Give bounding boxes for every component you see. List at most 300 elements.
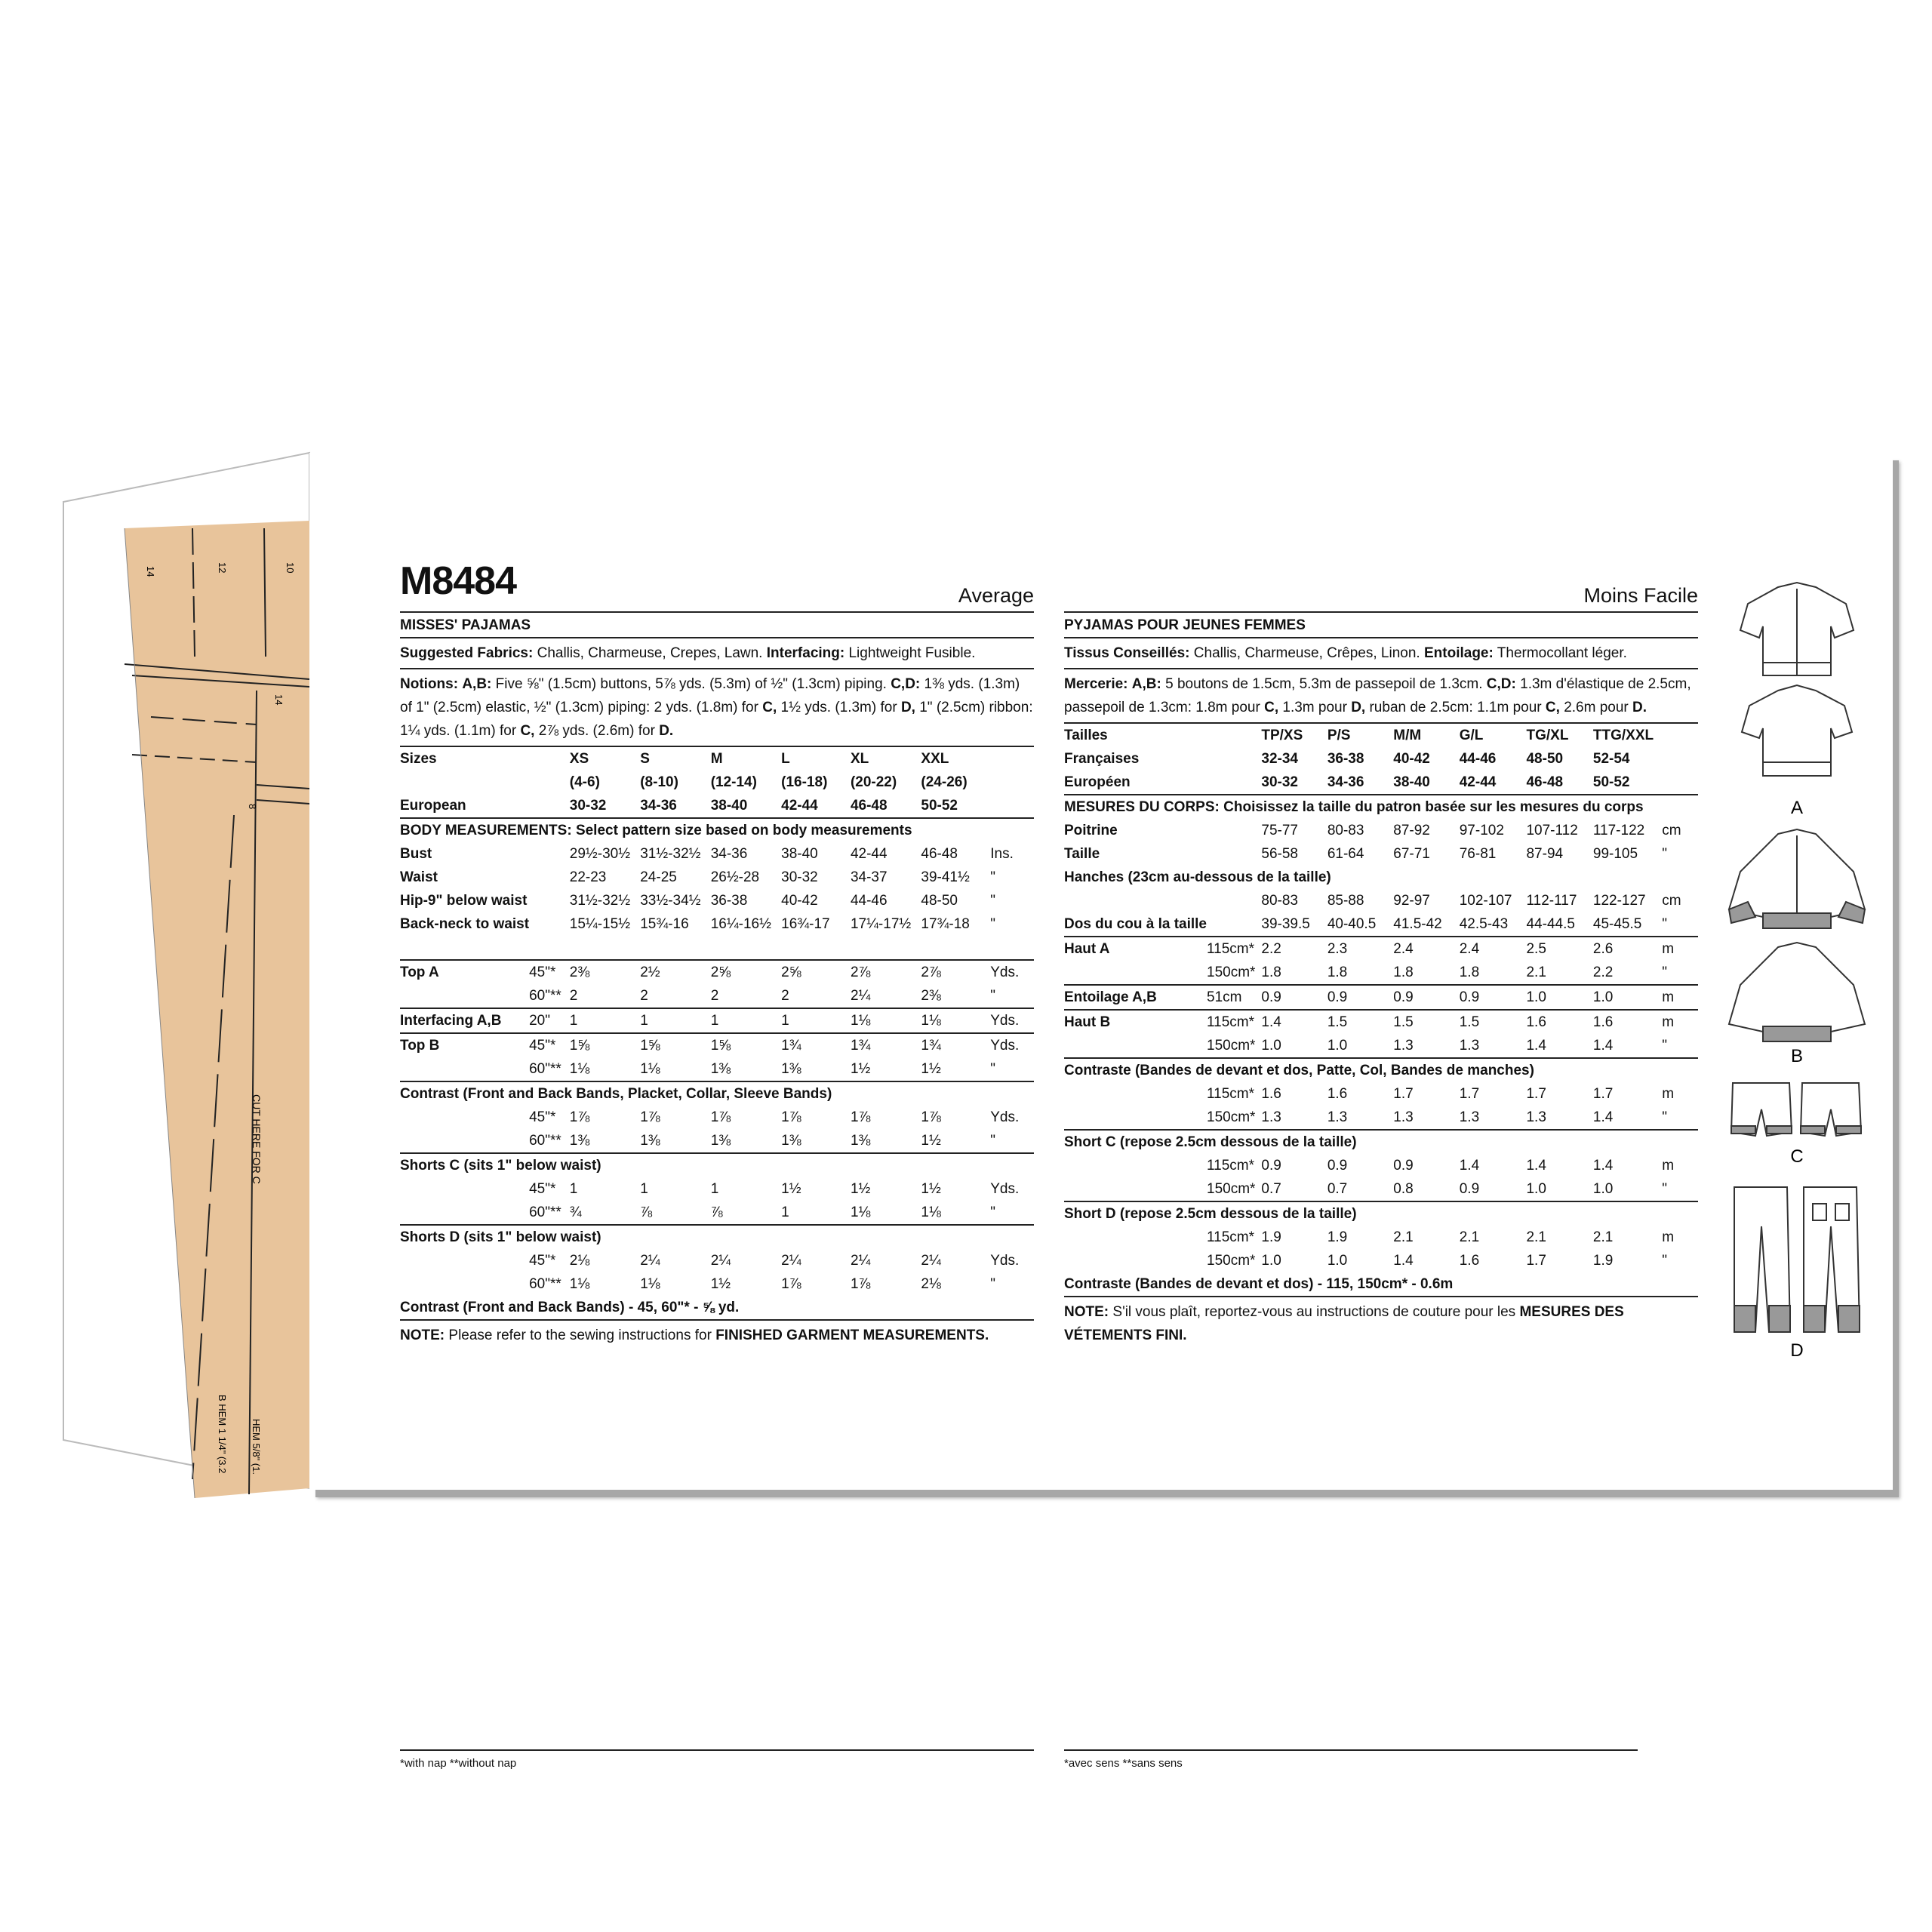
unit: Yds. xyxy=(990,1037,1020,1054)
fabric-width xyxy=(1207,724,1261,747)
fabric-width: 150cm* xyxy=(1207,1177,1261,1201)
table-row xyxy=(400,747,1034,771)
table-row xyxy=(400,1296,1034,1320)
size-value: 2¼ xyxy=(640,1252,660,1269)
size-value: 87-92 xyxy=(1393,822,1430,838)
pattern-title-fr: PYJAMAS POUR JEUNES FEMMES xyxy=(1064,611,1698,638)
fabric-width: 45"* xyxy=(529,1252,556,1269)
size-value: 1⅛ xyxy=(921,1008,990,1033)
table-row xyxy=(1064,912,1698,937)
notions-c2-fr: C, xyxy=(1545,700,1560,715)
size-value: 1.5 xyxy=(1393,1014,1414,1030)
size-value: 1½ xyxy=(850,1180,871,1197)
fabrics-text-fr: Challis, Charmeuse, Crêpes, Linon. xyxy=(1193,645,1420,661)
size-value: 16¾-17 xyxy=(781,915,830,932)
notions-block xyxy=(400,669,1034,747)
size-value: 1½ xyxy=(921,1129,990,1153)
view-label-b: B xyxy=(1790,1046,1804,1066)
notions-cd-4: 2⅞ yds. (2.6m) for xyxy=(538,723,655,739)
size-value: M xyxy=(710,750,723,767)
row-label xyxy=(1064,889,1207,912)
size-value: 0.9 xyxy=(1460,985,1527,1010)
unit xyxy=(990,747,1034,771)
unit: " xyxy=(990,915,995,932)
row-label xyxy=(400,1057,529,1081)
size-value xyxy=(921,936,990,960)
row-label xyxy=(1064,1106,1207,1130)
size-value: 40-42 xyxy=(781,892,818,909)
size-value: 2¼ xyxy=(850,1252,871,1269)
size-value: 0.7 xyxy=(1261,1177,1327,1201)
unit: cm xyxy=(1662,892,1681,909)
size-value: 15¾-16 xyxy=(640,915,689,932)
size-value: 2.4 xyxy=(1393,940,1414,957)
table-row xyxy=(1064,937,1698,961)
row-label: Européen xyxy=(1064,771,1207,795)
table-row xyxy=(400,912,1034,936)
notions-label-fr: Mercerie: xyxy=(1064,676,1128,692)
table-row xyxy=(1064,724,1698,747)
fabrics-label-fr: Tissus Conseillés: xyxy=(1064,645,1190,661)
size-value: 85-88 xyxy=(1327,892,1364,909)
size-value: 2 xyxy=(781,984,851,1008)
size-value: 56-58 xyxy=(1261,845,1298,862)
size-value: 2.1 xyxy=(1459,1229,1480,1245)
size-value: 75-77 xyxy=(1261,822,1298,838)
row-label: Poitrine xyxy=(1064,822,1118,838)
notions-cd-label: C,D: xyxy=(891,676,921,692)
table-row xyxy=(400,936,1034,960)
size-value: 17¾-18 xyxy=(921,915,970,932)
unit: m xyxy=(1662,985,1698,1010)
fabric-width: 20" xyxy=(529,1008,570,1033)
section-heading: Short D (repose 2.5cm dessous de la taille) xyxy=(1064,1205,1357,1222)
size-value: 1.0 xyxy=(1526,1177,1592,1201)
size-value: 122-127 xyxy=(1592,892,1646,909)
table-row xyxy=(400,771,1034,794)
table-row xyxy=(1064,771,1698,795)
size-value: 1.0 xyxy=(1261,1252,1281,1269)
size-value: 2.1 xyxy=(1526,961,1592,985)
view-illustrations xyxy=(1725,574,1869,1366)
size-value: 1.4 xyxy=(1593,1034,1662,1058)
row-label: Tailles xyxy=(1064,727,1108,743)
size-value: 1⅛ xyxy=(569,1275,590,1292)
size-value: 34-36 xyxy=(710,845,748,862)
fabric-width: 60"** xyxy=(529,1057,570,1081)
note-label-fr: NOTE: xyxy=(1064,1304,1109,1320)
size-value: 1.4 xyxy=(1526,1034,1592,1058)
fabric-width xyxy=(529,842,570,866)
size-value: 2⅜ xyxy=(569,964,590,980)
size-value: 0.9 xyxy=(1460,1177,1527,1201)
fabric-width xyxy=(1207,842,1261,866)
notions-cd-label-fr: C,D: xyxy=(1486,676,1516,692)
notions-d2-fr: D. xyxy=(1632,700,1647,715)
row-label: Interfacing A,B xyxy=(400,1008,529,1033)
row-label: Taille xyxy=(1064,845,1100,862)
size-value xyxy=(570,936,640,960)
note-bold: FINISHED GARMENT MEASUREMENTS. xyxy=(715,1327,989,1343)
unit: " xyxy=(1662,1106,1698,1130)
size-value: 38-40 xyxy=(1393,771,1459,795)
size-value: (24-26) xyxy=(921,774,968,790)
table-row xyxy=(400,960,1034,984)
size-value: 52-54 xyxy=(1592,750,1630,767)
size-value: 1¾ xyxy=(921,1037,941,1054)
fabric-width xyxy=(1207,771,1261,795)
notions-cd-2: 1½ yds. (1.3m) for xyxy=(780,700,897,715)
notions-cd-3-fr: ruban de 2.5cm: 1.1m pour xyxy=(1369,700,1542,715)
size-value: 39-41½ xyxy=(921,869,970,885)
row-label: Haut B xyxy=(1064,1014,1111,1030)
size-value: 50-52 xyxy=(1593,771,1662,795)
unit: " xyxy=(990,869,995,885)
size-value: 1⅝ xyxy=(569,1037,590,1054)
size-value: 1.7 xyxy=(1393,1085,1414,1102)
row-label: Back-neck to waist xyxy=(400,915,530,932)
size-value: TP/XS xyxy=(1261,727,1303,743)
fabric-width: 60"** xyxy=(529,1201,570,1225)
notions-c-fr: C, xyxy=(1264,700,1279,715)
size-value: 117-122 xyxy=(1592,822,1645,838)
size-value: 41.5-42 xyxy=(1393,912,1459,937)
size-value: 16¼-16½ xyxy=(710,915,771,932)
size-value: 1⅞ xyxy=(569,1109,590,1125)
table-row xyxy=(400,1177,1034,1201)
size-value: 1⅛ xyxy=(640,1275,660,1292)
size-value: 1.3 xyxy=(1393,1034,1459,1058)
notions-block-fr xyxy=(1064,669,1698,724)
english-column xyxy=(400,558,1034,1350)
size-value: 2 xyxy=(711,984,781,1008)
size-value: 46-48 xyxy=(851,794,921,818)
notions-ab: Five ⅝" (1.5cm) buttons, 5⅞ yds. (5.3m) of ½" (1.3cm) piping. xyxy=(495,676,887,692)
pattern-code: M8484 xyxy=(400,559,516,603)
size-value: TTG/XXL xyxy=(1592,727,1654,743)
view-d-illustration xyxy=(1725,1181,1869,1362)
size-value: 31½-32½ xyxy=(640,845,701,862)
section-heading: Contrast (Front and Back Bands, Placket, Collar, Sleeve Bands) xyxy=(400,1085,832,1102)
size-value: 48-50 xyxy=(1526,750,1564,767)
notions-c2: C, xyxy=(520,723,535,739)
row-label: Hip-9" below waist xyxy=(400,892,528,909)
row-label: Françaises xyxy=(1064,750,1140,767)
fabric-width: 150cm* xyxy=(1207,1252,1256,1269)
size-value: 0.9 xyxy=(1261,1157,1281,1174)
size-value: 44-44.5 xyxy=(1526,912,1592,937)
tissue-mark-2: 12 xyxy=(217,562,228,574)
table-row xyxy=(1064,1130,1698,1154)
size-value: 1⅜ xyxy=(711,1057,781,1081)
size-value: M/M xyxy=(1393,727,1422,743)
fabric-width: 60"** xyxy=(529,1275,561,1292)
size-value: ⅞ xyxy=(711,1201,781,1225)
size-value: ⅞ xyxy=(640,1201,710,1225)
unit: cm xyxy=(1662,822,1681,838)
size-value: 1.3 xyxy=(1460,1034,1527,1058)
unit: m xyxy=(1662,940,1675,957)
size-value: 26½-28 xyxy=(710,869,760,885)
notions-cd-1-fr: 1.3m d'élastique de 2.5cm, passepoil de 1.3cm: 1.8m pour xyxy=(1064,676,1691,715)
table-row xyxy=(1064,866,1698,889)
size-value: 1⅛ xyxy=(851,1008,921,1033)
size-value: XS xyxy=(569,750,589,767)
fabric-width: 115cm* xyxy=(1207,1157,1255,1174)
size-value xyxy=(711,936,781,960)
size-value: 2⅝ xyxy=(781,964,801,980)
french-column xyxy=(1064,558,1698,1350)
table-row xyxy=(400,1225,1034,1249)
size-value: 0.9 xyxy=(1393,1157,1414,1174)
table-row xyxy=(400,1153,1034,1177)
unit xyxy=(990,771,1034,794)
size-value: 40-42 xyxy=(1393,750,1430,767)
size-value: 2 xyxy=(570,984,640,1008)
fabric-width xyxy=(1207,889,1261,912)
size-value: 1⅞ xyxy=(850,1109,871,1125)
row-label xyxy=(400,1249,529,1272)
notions-cd-2-fr: 1.3m pour xyxy=(1282,700,1347,715)
fabric-width: 45"* xyxy=(529,964,556,980)
size-value: (20-22) xyxy=(850,774,897,790)
size-value: 46-48 xyxy=(921,845,958,862)
envelope-back-panel xyxy=(309,453,1893,1770)
size-value: 44-46 xyxy=(1459,750,1497,767)
size-value: 1⅛ xyxy=(921,1201,990,1225)
table-row xyxy=(400,1249,1034,1272)
size-value: 1 xyxy=(711,1008,781,1033)
fabric-width: 60"** xyxy=(529,1129,570,1153)
size-value: (4-6) xyxy=(569,774,600,790)
size-value: 2 xyxy=(640,984,710,1008)
view-a-illustration xyxy=(1725,574,1869,823)
size-value: 2.2 xyxy=(1593,961,1662,985)
table-row xyxy=(1064,747,1698,771)
size-value: 2⅜ xyxy=(921,984,990,1008)
unit: m xyxy=(1662,1014,1675,1030)
size-value: 80-83 xyxy=(1327,822,1364,838)
pattern-tissue xyxy=(0,0,317,1509)
size-value: 1.7 xyxy=(1526,1085,1546,1102)
fabric-width: 150cm* xyxy=(1207,961,1261,985)
size-value: 1.6 xyxy=(1459,1252,1480,1269)
table-row xyxy=(1064,819,1698,842)
size-value: 1.4 xyxy=(1261,1014,1281,1030)
fabric-width: 115cm* xyxy=(1207,1014,1255,1030)
fabrics-label: Suggested Fabrics: xyxy=(400,645,534,661)
fabric-width xyxy=(529,912,570,936)
size-value: 2⅛ xyxy=(569,1252,590,1269)
size-value: 38-40 xyxy=(781,845,818,862)
fabric-width: 150cm* xyxy=(1207,1106,1261,1130)
size-value: 42-44 xyxy=(781,794,851,818)
table-row xyxy=(400,1057,1034,1081)
interfacing-text: Lightweight Fusible. xyxy=(848,645,976,661)
size-value: 1.3 xyxy=(1460,1106,1527,1130)
size-value: 1.3 xyxy=(1393,1106,1459,1130)
size-value: 36-38 xyxy=(1327,750,1364,767)
size-value: 107-112 xyxy=(1526,822,1578,838)
size-value: 0.9 xyxy=(1261,985,1327,1010)
size-value: 97-102 xyxy=(1459,822,1504,838)
size-value: 1¾ xyxy=(850,1037,871,1054)
size-value: 2.1 xyxy=(1393,1229,1414,1245)
unit xyxy=(1662,724,1698,747)
size-value: 36-38 xyxy=(710,892,748,909)
size-value: 1⅛ xyxy=(640,1057,710,1081)
interfacing-text-fr: Thermocollant léger. xyxy=(1497,645,1627,661)
fabrics-line xyxy=(400,638,1034,669)
unit: Yds. xyxy=(990,1180,1020,1197)
row-label: Bust xyxy=(400,845,432,862)
size-value: 1.9 xyxy=(1261,1229,1281,1245)
row-label xyxy=(1064,1034,1207,1058)
table-row xyxy=(1064,1106,1698,1130)
size-value: 1½ xyxy=(921,1180,941,1197)
fabric-width: 115cm* xyxy=(1207,940,1255,957)
size-value: 45-45.5 xyxy=(1593,912,1662,937)
row-label: Entoilage A,B xyxy=(1064,985,1207,1010)
view-c-illustration xyxy=(1725,1072,1869,1177)
size-value: 1.0 xyxy=(1327,1252,1348,1269)
size-value: 1.4 xyxy=(1393,1252,1414,1269)
unit: m xyxy=(1662,1157,1675,1174)
tissue-mark-1: 14 xyxy=(145,566,156,577)
size-value: 1.8 xyxy=(1261,961,1327,985)
notions-label: Notions: xyxy=(400,676,459,692)
size-value: 1½ xyxy=(921,1057,990,1081)
size-value: 1.8 xyxy=(1327,961,1393,985)
interfacing-label-fr: Entoilage: xyxy=(1423,645,1494,661)
size-value: XL xyxy=(850,750,869,767)
table-row xyxy=(400,1033,1034,1057)
fabric-width: 45"* xyxy=(529,1037,556,1054)
size-value: 1⅜ xyxy=(570,1129,640,1153)
size-value: 17¼-17½ xyxy=(850,915,912,932)
size-value: 1.9 xyxy=(1592,1252,1614,1269)
size-value: 1 xyxy=(781,1201,851,1225)
size-value: 1.0 xyxy=(1593,985,1662,1010)
size-value: 1⅞ xyxy=(781,1275,801,1292)
row-label xyxy=(1064,961,1207,985)
table-row xyxy=(1064,985,1698,1010)
size-value: 2¼ xyxy=(710,1252,731,1269)
table-row xyxy=(1064,842,1698,866)
table-row xyxy=(1064,1272,1698,1297)
notions-cd-3: 1" (2.5cm) ribbon: 1¼ yds. (1.1m) for xyxy=(400,700,1033,739)
size-value: 0.9 xyxy=(1327,985,1393,1010)
section-heading: Contraste (Bandes de devant et dos, Patte, Col, Bandes de manches) xyxy=(1064,1062,1534,1078)
tissue-mark-5: 8 xyxy=(247,804,258,810)
notions-c: C, xyxy=(762,700,777,715)
unit: " xyxy=(990,1057,1034,1081)
row-label xyxy=(400,1201,529,1225)
row-label xyxy=(400,1129,529,1153)
size-value: 1⅞ xyxy=(781,1109,801,1125)
size-value: 80-83 xyxy=(1261,892,1298,909)
pattern-title: MISSES' PAJAMAS xyxy=(400,611,1034,638)
view-b-illustration xyxy=(1725,826,1869,1068)
size-value: 1 xyxy=(781,1008,851,1033)
row-label xyxy=(400,771,529,794)
unit xyxy=(990,794,1034,818)
size-value: 1⅛ xyxy=(851,1201,921,1225)
unit: Yds. xyxy=(990,1008,1034,1033)
size-value: 2½ xyxy=(640,964,660,980)
size-value: 2.3 xyxy=(1327,940,1348,957)
section-heading: BODY MEASUREMENTS: Select pattern size based on body measurements xyxy=(400,822,912,838)
size-value: 1⅜ xyxy=(781,1129,851,1153)
row-label xyxy=(1064,1249,1207,1272)
size-value: 1.8 xyxy=(1393,961,1459,985)
size-value: 32-34 xyxy=(1261,750,1298,767)
size-value: 1.8 xyxy=(1460,961,1527,985)
size-value: 2.1 xyxy=(1592,1229,1614,1245)
table-row xyxy=(1064,1154,1698,1177)
size-value: 1.3 xyxy=(1261,1106,1327,1130)
size-value: 46-48 xyxy=(1526,771,1592,795)
size-value: 38-40 xyxy=(711,794,781,818)
row-label: Waist xyxy=(400,869,438,885)
size-value: 2⅞ xyxy=(850,964,871,980)
size-value: 1 xyxy=(569,1180,578,1197)
fabric-width xyxy=(529,936,570,960)
size-value: 112-117 xyxy=(1526,892,1577,909)
unit xyxy=(1662,747,1698,771)
table-row xyxy=(1064,1034,1698,1058)
section-heading: Contrast (Front and Back Bands) - 45, 60"* - ⅝ yd. xyxy=(400,1296,1034,1320)
fabric-width xyxy=(1207,747,1261,771)
table-row xyxy=(400,1272,1034,1296)
unit: m xyxy=(1662,1085,1675,1102)
size-value: (12-14) xyxy=(710,774,757,790)
fabric-width: 45"* xyxy=(529,1109,556,1125)
unit: " xyxy=(990,1201,1034,1225)
notions-cd-1: 1⅜ yds. (1.3m) of 1" (2.5cm) elastic, ½" (1.3cm) piping: 2 yds. (1.8m) for xyxy=(400,676,1020,715)
size-value: 1 xyxy=(640,1180,648,1197)
size-value xyxy=(851,936,921,960)
size-value xyxy=(781,936,851,960)
fabric-width: 45"* xyxy=(529,1180,556,1197)
size-value: 30-32 xyxy=(781,869,818,885)
row-label xyxy=(1064,1226,1207,1249)
section-heading: Short C (repose 2.5cm dessous de la taille) xyxy=(1064,1134,1357,1150)
table-row xyxy=(400,866,1034,889)
fabric-width: 51cm xyxy=(1207,985,1261,1010)
unit: " xyxy=(990,984,1034,1008)
size-value: 1.0 xyxy=(1593,1177,1662,1201)
size-value: 2¼ xyxy=(781,1252,801,1269)
unit: " xyxy=(1662,1034,1698,1058)
size-value: ¾ xyxy=(570,1201,640,1225)
section-heading: Hanches (23cm au-dessous de la taille) xyxy=(1064,869,1331,885)
table-row xyxy=(1064,1226,1698,1249)
size-value: 1⅛ xyxy=(570,1057,640,1081)
note-label: NOTE: xyxy=(400,1327,445,1343)
fabrics-text: Challis, Charmeuse, Crepes, Lawn. xyxy=(537,645,763,661)
size-value: 1.6 xyxy=(1261,1085,1281,1102)
unit: Yds. xyxy=(990,1109,1020,1125)
unit: " xyxy=(990,1275,995,1292)
fabric-width: 115cm* xyxy=(1207,1229,1255,1245)
unit: " xyxy=(990,1129,1034,1153)
table-row xyxy=(400,889,1034,912)
size-value: 1.4 xyxy=(1526,1157,1546,1174)
section-heading: Shorts D (sits 1" below waist) xyxy=(400,1229,601,1245)
size-value: 31½-32½ xyxy=(569,892,631,909)
row-label: Top B xyxy=(400,1037,440,1054)
